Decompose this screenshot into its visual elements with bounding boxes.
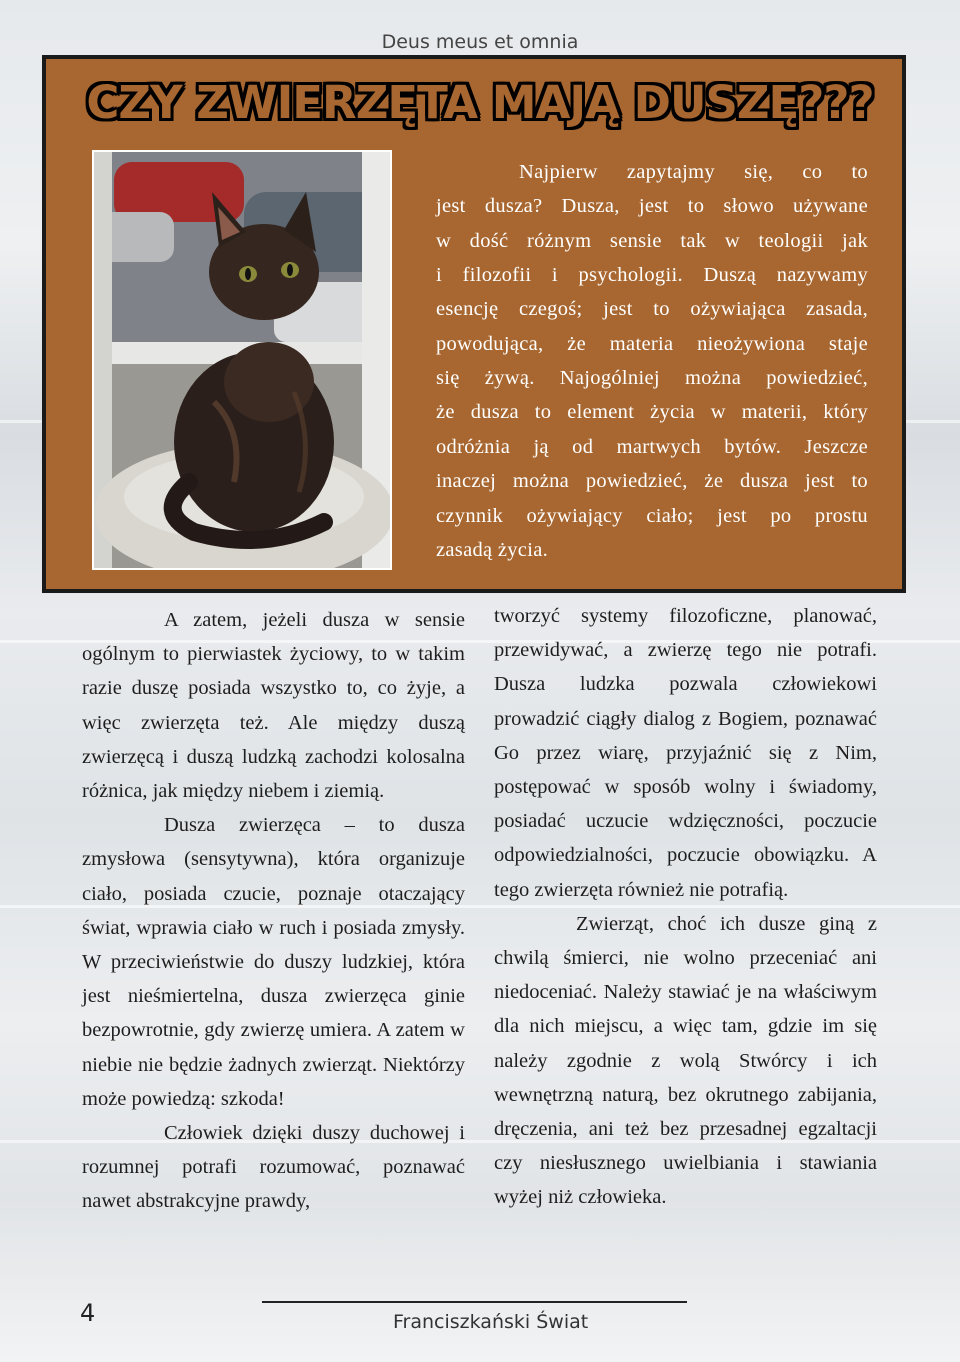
page-number: 4 bbox=[80, 1299, 96, 1327]
intro-line: czynnik ożywiający ciało; jest po prostu bbox=[436, 505, 868, 527]
footer-divider bbox=[262, 1301, 687, 1303]
intro-line: że dusza to element życia w materii, który bbox=[436, 401, 868, 423]
intro-line: esencję czegoś; jest to ożywiająca zasada, bbox=[436, 298, 868, 320]
body-paragraph: A zatem, jeżeli dusza w sensie ogólnym to pierwiastek życiowy, to w takim razie duszę posiada wszystko to, co żyje, a więc zwierzęta też. Ale między duszą zwierzęcą i duszą ludzką zachodzi kolosalna różnica, jak między niebem i ziemią. bbox=[82, 609, 465, 803]
body-paragraph: tworzyć systemy filozoficzne, planować, przewidywać, a zwierzę tego nie potrafi. Dusza ludzka pozwala człowiekowi prowadzić ciągły dialog z Bogiem, poznawać Go przez wiarę, przyjaźnić się z Nim, postępować w sposób wolny i świadomy, posiadać uczucie wdzięczności, poczucie odpowiedzialności, poczucie obowiązku. A tego zwierzęta również nie potrafią. bbox=[494, 605, 877, 901]
intro-line: i filozofii i psychologii. Duszą nazywamy bbox=[436, 264, 868, 286]
body-paragraph: Zwierząt, choć ich dusze giną z chwilą śmierci, nie wolno przeceniać ani niedoceniać. Należy stawiać je na właściwym dla nich miejscu, a więc tam, gdzie im się należy zgodnie z wolą Stwórcy i ich wewnętrzną naturą, bez okrutnego zabijania, dręczenia, ani też bez przesadnej egzaltacji czy niesłusznego uwielbiania i stawiania wyżej niż człowieka. bbox=[494, 912, 877, 1209]
intro-line: Najpierw zapytajmy się, co to bbox=[519, 161, 868, 183]
intro-line: odróżnia ją od martwych bytów. Jeszcze bbox=[436, 436, 868, 458]
intro-line: się żywą. Najogólniej można powiedzieć, bbox=[436, 367, 868, 389]
magazine-section-title: Deus meus et omnia bbox=[381, 31, 579, 53]
intro-line: inaczej można powiedzieć, że dusza jest to bbox=[436, 470, 868, 492]
intro-line: powodująca, że materia nieożywiona staje bbox=[436, 333, 868, 355]
body-paragraph: Człowiek dzięki duszy duchowej i rozumnej potrafi rozumować, poznawać nawet abstrakcyjne prawdy, bbox=[82, 1122, 465, 1213]
left-column bbox=[82, 603, 465, 1219]
body-paragraph: Dusza zwierzęca – to dusza zmysłowa (sensytywna), która organizuje ciało, posiada czucie, poznaje otaczający świat, wprawia ciało w ruch i posiada zmysły. W przeciwieństwie do duszy ludzkiej, która jest nieśmiertelna, dusza zwierzęca ginie bezpowrotnie, gdy zwierzę umiera. A zatem w niebie nie będzie żadnych zwierząt. Niektórzy może powiedzą: szkoda! bbox=[82, 814, 465, 1110]
kitten-illustration bbox=[94, 152, 390, 568]
article-heading: CZY ZWIERZĘTA MAJĄ DUSZĘ??? bbox=[86, 76, 874, 129]
magazine-name: Franciszkański Świat bbox=[393, 1311, 589, 1333]
kitten-photo bbox=[92, 150, 392, 570]
right-column bbox=[494, 599, 877, 1215]
intro-line: jest dusza? Dusza, jest to słowo używane bbox=[436, 195, 868, 217]
intro-line: zasadą życia. bbox=[436, 539, 549, 561]
intro-line: w dość różnym sensie tak w teologii jak bbox=[436, 230, 868, 252]
